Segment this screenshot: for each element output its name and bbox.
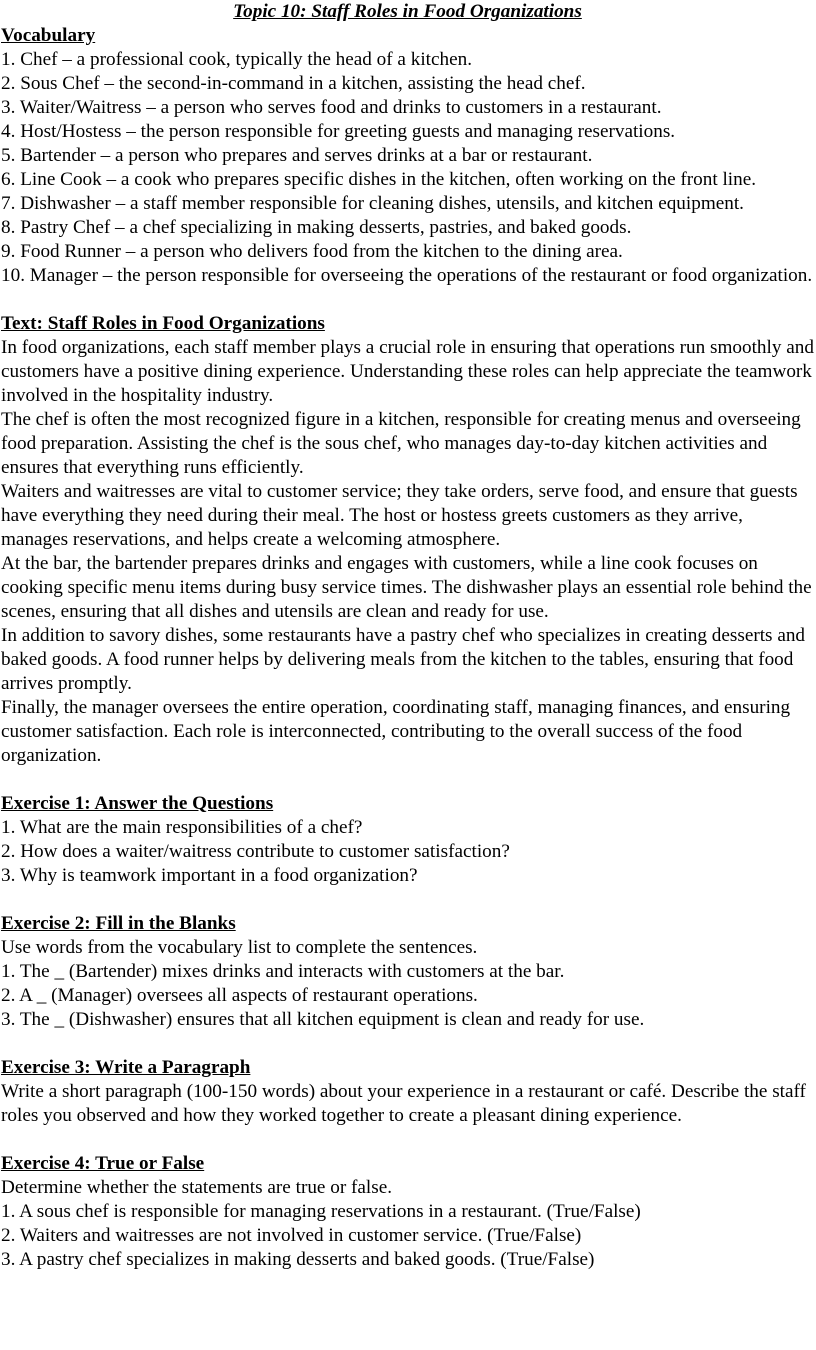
question-item: 3. Why is teamwork important in a food organization? [1,865,418,886]
vocabulary-item: 6. Line Cook – a cook who prepares specific dishes in the kitchen, often working on the front line. [1,169,757,190]
reading-text-heading: Text: Staff Roles in Food Organizations [1,313,325,334]
reading-paragraph: At the bar, the bartender prepares drinks and engages with customers, while a line cook focuses on cooking specific menu items during busy service times. The dishwasher plays an essential role behind the scenes, ensuring that all dishes and utensils are clean and ready for use. [1,553,812,622]
fill-blank-item: 1. The _ (Bartender) mixes drinks and interacts with customers at the bar. [1,961,565,982]
true-false-item: 3. A pastry chef specializes in making desserts and baked goods. (True/False) [1,1249,595,1270]
reading-paragraph: The chef is often the most recognized figure in a kitchen, responsible for creating menus and overseeing food preparation. Assisting the chef is the sous chef, who manages day-to-day kitchen activities and ensures that everything runs efficiently. [1,409,801,478]
question-item: 1. What are the main responsibilities of a chef? [1,817,363,838]
question-item: 2. How does a waiter/waitress contribute to customer satisfaction? [1,841,510,862]
exercise-4-section [1,1152,814,1272]
reading-paragraph: In food organizations, each staff member plays a crucial role in ensuring that operations run smoothly and customers have a positive dining experience. Understanding these roles can help appreciate the teamwork involved in the hospitality industry. [1,337,814,406]
exercise-3-heading: Exercise 3: Write a Paragraph [1,1057,251,1078]
vocabulary-item: 5. Bartender – a person who prepares and serves drinks at a bar or restaurant. [1,145,593,166]
spacer [1,888,814,912]
vocabulary-item: 2. Sous Chef – the second-in-command in a kitchen, assisting the head chef. [1,73,586,94]
vocabulary-section [1,24,814,288]
exercise-4-instruction: Determine whether the statements are true or false. [1,1177,393,1198]
exercise-2-heading: Exercise 2: Fill in the Blanks [1,913,236,934]
true-false-item: 2. Waiters and waitresses are not involved in customer service. (True/False) [1,1225,582,1246]
vocabulary-item: 9. Food Runner – a person who delivers food from the kitchen to the dining area. [1,241,623,262]
reading-paragraph: In addition to savory dishes, some restaurants have a pastry chef who specializes in creating desserts and baked goods. A food runner helps by delivering meals from the kitchen to the tables, ensuring that food arrives promptly. [1,625,806,694]
exercise-1-section [1,792,814,888]
vocabulary-item: 3. Waiter/Waitress – a person who serves food and drinks to customers in a restaurant. [1,97,662,118]
vocabulary-item: 10. Manager – the person responsible for overseeing the operations of the restaurant or food organization. [1,265,813,286]
spacer [1,1032,814,1056]
reading-text-section [1,312,814,768]
exercise-3-instruction: Write a short paragraph (100-150 words) about your experience in a restaurant or café. Describe the staff roles you observed and how they worked together to create a pleasant dining experience. [1,1081,806,1126]
document-title: Topic 10: Staff Roles in Food Organizations [233,1,582,22]
exercise-1-heading: Exercise 1: Answer the Questions [1,793,274,814]
true-false-item: 1. A sous chef is responsible for managing reservations in a restaurant. (True/False) [1,1201,641,1222]
spacer [1,1128,814,1152]
vocabulary-item: 4. Host/Hostess – the person responsible for greeting guests and managing reservations. [1,121,676,142]
exercise-2-section [1,912,814,1032]
vocabulary-item: 7. Dishwasher – a staff member responsible for cleaning dishes, utensils, and kitchen equipment. [1,193,744,214]
exercise-4-heading: Exercise 4: True or False [1,1153,205,1174]
spacer [1,768,814,792]
reading-paragraph: Finally, the manager oversees the entire operation, coordinating staff, managing finances, and ensuring customer satisfaction. Each role is interconnected, contributing to the overall success of the food organization. [1,697,791,766]
fill-blank-item: 3. The _ (Dishwasher) ensures that all kitchen equipment is clean and ready for use. [1,1009,645,1030]
fill-blank-item: 2. A _ (Manager) oversees all aspects of restaurant operations. [1,985,478,1006]
spacer [1,288,814,312]
vocabulary-item: 1. Chef – a professional cook, typically the head of a kitchen. [1,49,473,70]
vocabulary-item: 8. Pastry Chef – a chef specializing in making desserts, pastries, and baked goods. [1,217,632,238]
vocabulary-heading: Vocabulary [1,25,96,46]
exercise-2-instruction: Use words from the vocabulary list to complete the sentences. [1,937,478,958]
reading-paragraph: Waiters and waitresses are vital to customer service; they take orders, serve food, and ensure that guests have everything they need during their meal. The host or hostess greets customers as they arrive, manages reservations, and helps create a welcoming atmosphere. [1,481,798,550]
exercise-3-section [1,1056,814,1128]
